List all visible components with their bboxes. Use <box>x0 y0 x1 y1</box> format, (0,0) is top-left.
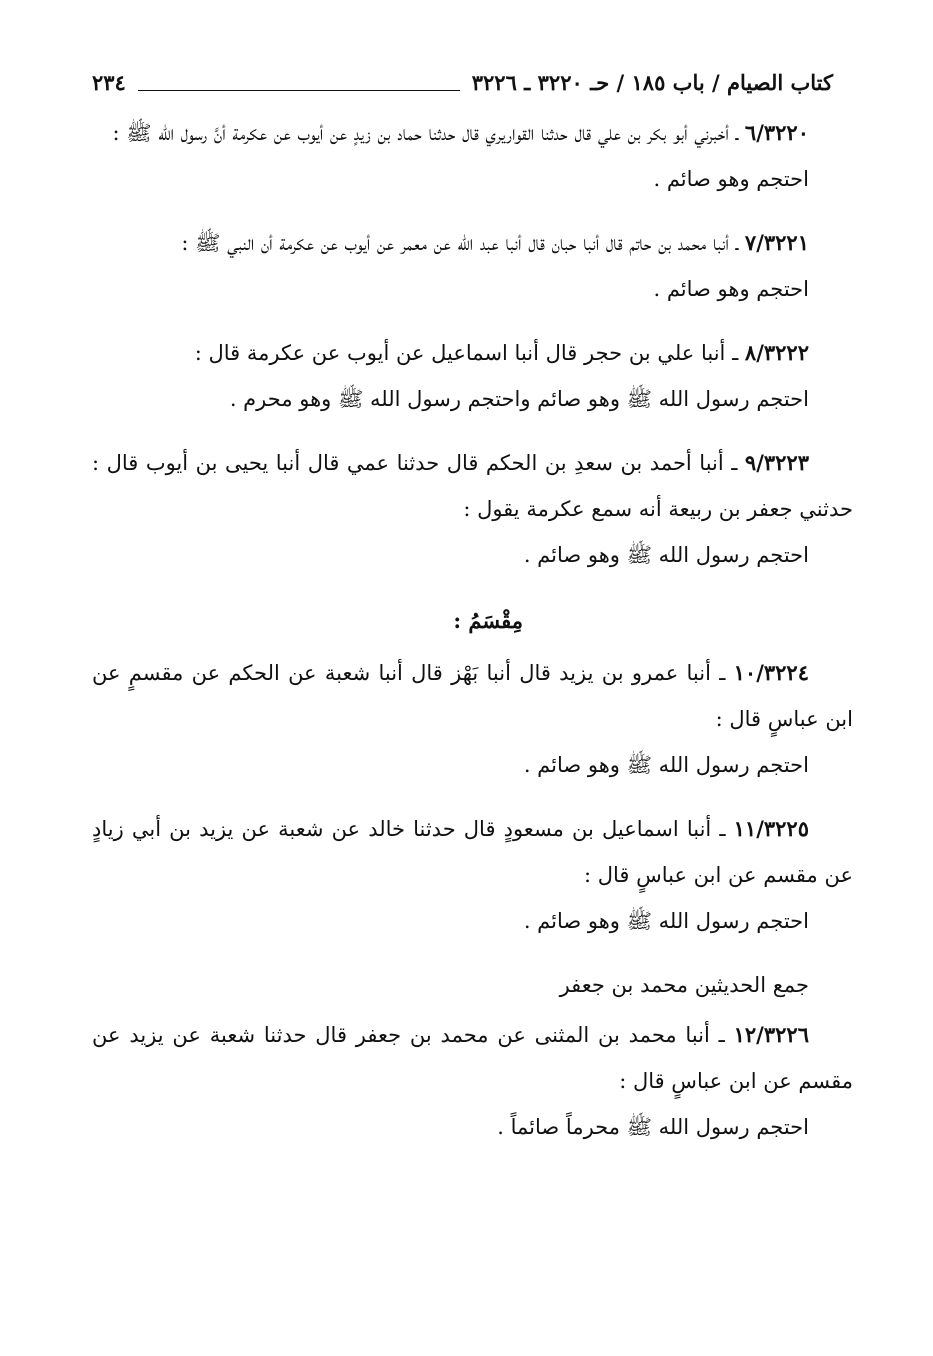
header-rule <box>138 90 460 91</box>
hadith-isnad <box>92 1012 853 1104</box>
hadith-number: ١٠/٣٢٢٤ <box>733 660 809 685</box>
hadith-number: ١١/٣٢٢٥ <box>733 816 809 841</box>
hadith-matn: احتجم رسول الله ﷺ وهو صائم واحتجم رسول الله ﷺ وهو محرم . <box>229 387 809 411</box>
isnad-text: ـ أخبرني أبو بكر بن علي قال حدثنا القواريري قال حدثنا حماد بن زيدٍ عن أيوب عن عكرمة أنَّ رسول الله ﷺ : <box>112 121 739 145</box>
hadith-isnad <box>92 220 853 266</box>
hadith-isnad <box>92 650 853 742</box>
hadith-matn: احتجم رسول الله ﷺ محرماً صائماً . <box>497 1115 809 1139</box>
editorial-note: جمع الحديثين محمد بن جعفر <box>559 973 809 997</box>
page-header <box>92 64 833 100</box>
hadith-number: ٩/٣٢٢٣ <box>744 450 809 475</box>
hadith-isnad <box>92 806 853 898</box>
hadith-number: ١٢/٣٢٢٦ <box>733 1022 809 1047</box>
hadith-number: ٧/٣٢٢١ <box>744 230 809 255</box>
isnad-text: ـ أنبا محمد بن المثنى عن محمد بن جعفر قال حدثنا شعبة عن يزيد عن مقسم عن ابن عباسٍ قال : <box>92 1023 853 1093</box>
hadith-entry <box>92 1012 853 1150</box>
hadith-entry <box>92 806 853 944</box>
section-title: مِقْسَمُ : <box>453 608 523 633</box>
hadith-matn: احتجم وهو صائم . <box>653 167 809 191</box>
isnad-text: ـ أنبا أحمد بن سعدِ بن الحكم قال حدثنا عمي قال أنبا يحيى بن أيوب قال : حدثني جعفر بن ربيعة أنه سمع عكرمة يقول : <box>92 451 853 521</box>
hadith-isnad <box>92 440 853 532</box>
hadith-number: ٦/٣٢٢٠ <box>744 120 809 145</box>
hadith-matn: احتجم رسول الله ﷺ وهو صائم . <box>523 909 809 933</box>
hadith-matn: احتجم رسول الله ﷺ وهو صائم . <box>523 543 809 567</box>
hadith-entry <box>92 440 853 578</box>
hadith-isnad <box>92 330 853 376</box>
hadith-entry <box>92 110 853 202</box>
hadith-entry <box>92 330 853 422</box>
isnad-text: ـ أنبا محمد بن حاتم قال أنبا حبان قال أنبا عبد الله عن معمر عن أيوب عن عكرمة أن النبي ﷺ : <box>181 231 739 255</box>
hadith-isnad <box>92 110 853 156</box>
hadith-entry <box>92 220 853 312</box>
page-body <box>92 110 853 1168</box>
running-title: كتاب الصيام / باب ١٨٥ / حـ ٣٢٢٠ ـ ٣٢٢٦ <box>471 69 833 95</box>
isnad-text: ـ أنبا اسماعيل بن مسعودٍ قال حدثنا خالد عن شعبة عن يزيد بن أبي زيادٍ عن مقسم عن ابن عباسٍ قال : <box>92 817 853 887</box>
isnad-text: ـ أنبا علي بن حجر قال أنبا اسماعيل عن أيوب عن عكرمة قال : <box>194 341 739 365</box>
page-number: ٢٣٤ <box>92 69 126 95</box>
hadith-number: ٨/٣٢٢٢ <box>744 340 809 365</box>
hadith-entry <box>92 650 853 788</box>
hadith-matn: احتجم رسول الله ﷺ وهو صائم . <box>523 753 809 777</box>
hadith-matn: احتجم وهو صائم . <box>653 277 809 301</box>
isnad-text: ـ أنبا عمرو بن يزيد قال أنبا بَهْز قال أنبا شعبة عن الحكم عن مقسمٍ عن ابن عباسٍ قال : <box>92 661 853 731</box>
